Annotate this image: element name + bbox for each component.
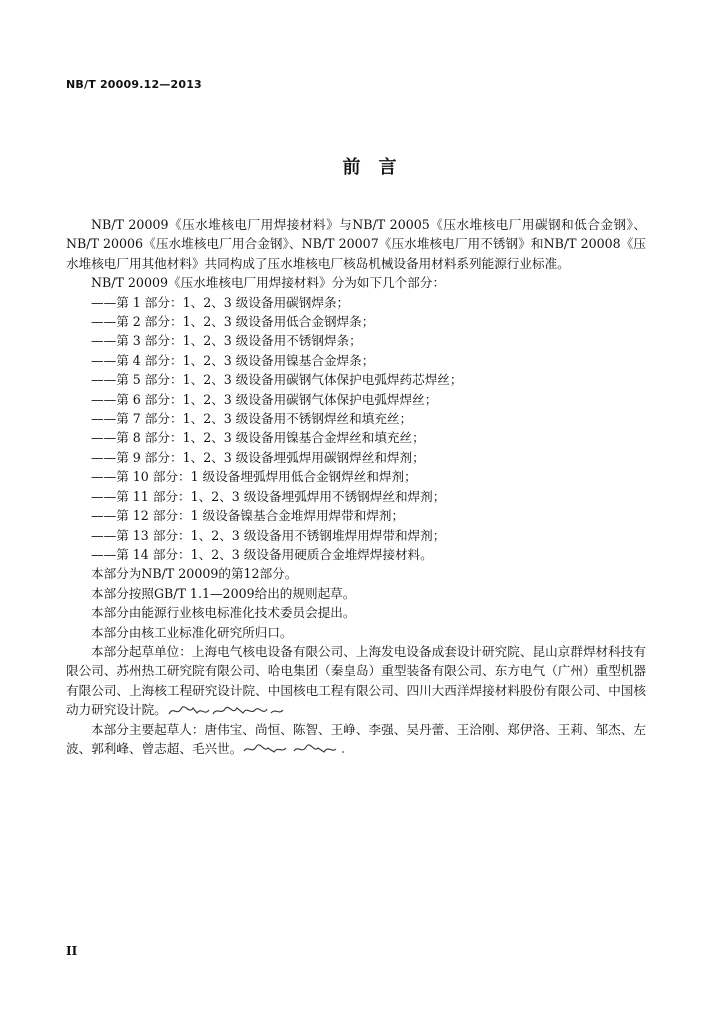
- list-item: ——第 9 部分：1、2、3 级设备埋弧焊用碳钢焊丝和焊剂；: [91, 449, 425, 465]
- list-item: ——第 3 部分：1、2、3 级设备用不锈钢焊条；: [91, 333, 362, 349]
- list-item: ——第 4 部分：1、2、3 级设备用镍基合金焊条；: [91, 352, 375, 368]
- list-item: ——第 14 部分：1、2、3 级设备用硬质合金堆焊焊接材料。: [91, 546, 433, 562]
- document-number-header: NB/T 20009.12—2013: [66, 78, 202, 91]
- list-item: ——第 10 部分：1 级设备埋弧焊用低合金钢焊丝和焊剂；: [91, 469, 417, 485]
- parts-list: [66, 293, 646, 565]
- handwritten-signature-icon: [167, 704, 285, 718]
- statement-proposer: 本部分由能源行业核电标准化技术委员会提出。: [91, 605, 356, 621]
- statement-administrator: 本部分由核工业标准化研究所归口。: [91, 624, 293, 640]
- list-item: ——第 7 部分：1、2、3 级设备用不锈钢焊丝和填充丝；: [91, 411, 413, 427]
- page-number: II: [66, 944, 78, 958]
- foreword-body: [66, 215, 646, 758]
- page-title: 前言: [342, 157, 415, 178]
- parts-intro: NB/T 20009《压水堆核电厂用焊接材料》分为如下几个部分：: [91, 275, 446, 291]
- drafting-units-text: 本部分起草单位：上海电气核电设备有限公司、上海发电设备成套设计研究院、昆山京群焊材科技有限公司、苏州热工研究院有限公司、哈电集团（秦皇岛）重型装备有限公司、东方电气（广州）重型机器有限公司、上海核工程研究设计院、中国核电工程有限公司、四川大西洋焊接材料股份有限公司、中国核动力研究设计院。: [66, 643, 646, 718]
- drafting-units-paragraph: [66, 642, 646, 720]
- drafters-paragraph: [66, 720, 646, 759]
- list-item: ——第 1 部分：1、2、3 级设备用碳钢焊条；: [91, 294, 350, 310]
- drafters-text: 本部分主要起草人：唐伟宝、尚恒、陈智、王峥、李强、吴丹蕾、王洽刚、郑伊洛、王莉、邹杰、左波、郭利峰、曾志超、毛兴世。: [66, 721, 646, 756]
- list-item: ——第 5 部分：1、2、3 级设备用碳钢气体保护电弧焊药芯焊丝；: [91, 372, 463, 388]
- list-item: ——第 13 部分：1、2、3 级设备用不锈钢堆焊用焊带和焊剂；: [91, 527, 446, 543]
- list-item: ——第 6 部分：1、2、3 级设备用碳钢气体保护电弧焊焊丝；: [91, 391, 438, 407]
- statement-drafting-rules: 本部分按照GB/T 1.1—2009给出的规则起草。: [91, 585, 356, 601]
- list-item: ——第 11 部分：1、2、3 级设备埋弧焊用不锈钢焊丝和焊剂；: [91, 488, 446, 504]
- intro-paragraph: NB/T 20009《压水堆核电厂用焊接材料》与NB/T 20005《压水堆核电厂用碳钢和低合金钢》、NB/T 20006《压水堆核电厂用合金钢》、NB/T 20007《压水堆核电厂用不锈钢》和NB/T 20008《压水堆核电厂用其他材料》共同构成了压水堆核电厂核岛机械设备用材料系列能源行业标准。: [66, 217, 646, 271]
- statement-part-number: 本部分为NB/T 20009的第12部分。: [91, 566, 298, 582]
- list-item: ——第 12 部分：1 级设备镍基合金堆焊用焊带和焊剂；: [91, 508, 405, 524]
- list-item: ——第 2 部分：1、2、3 级设备用低合金钢焊条；: [91, 314, 375, 330]
- list-item: ——第 8 部分：1、2、3 级设备用镍基合金焊丝和填充丝；: [91, 430, 425, 446]
- handwritten-signature-icon: [242, 742, 346, 756]
